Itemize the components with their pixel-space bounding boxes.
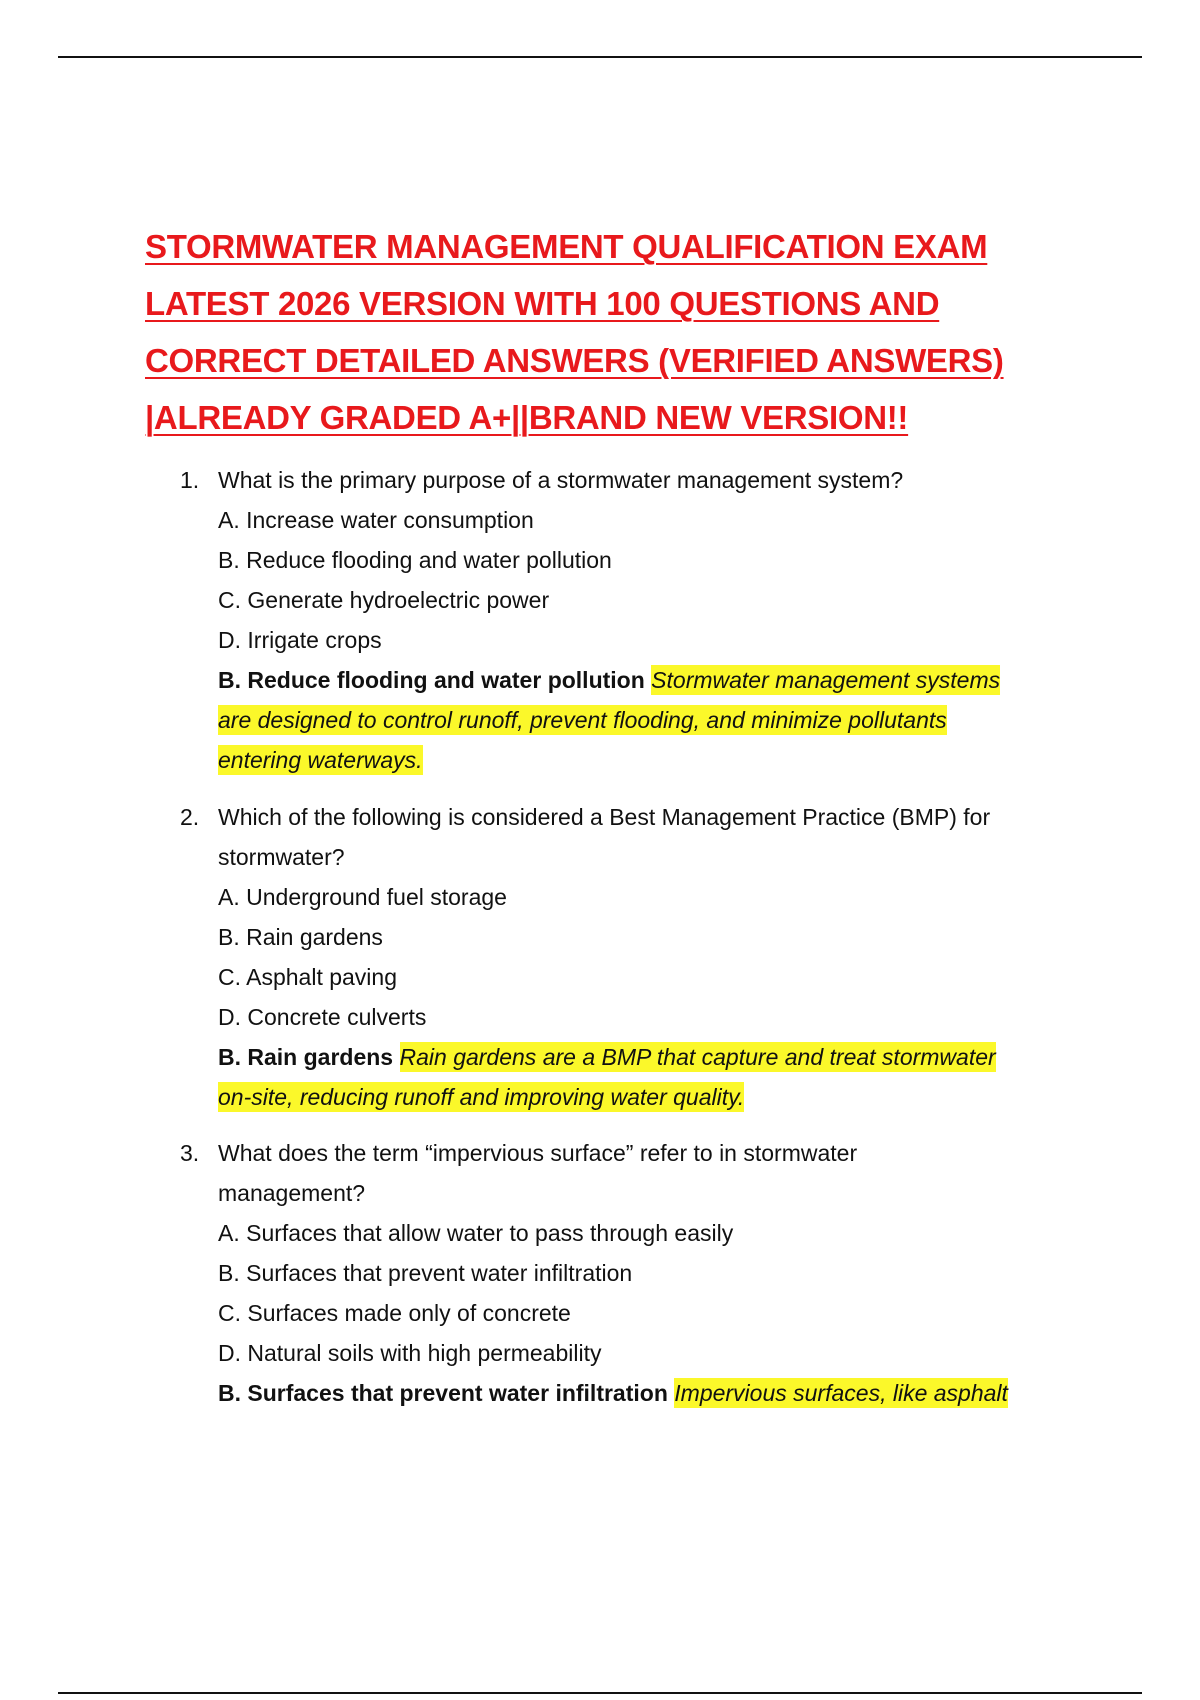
answer-row (180, 660, 1100, 700)
option-a: A. Increase water consumption (218, 507, 534, 533)
question-text-row (180, 1133, 1100, 1173)
option-row (180, 620, 1100, 660)
option-row (180, 500, 1100, 540)
title-line: STORMWATER MANAGEMENT QUALIFICATION EXAM (145, 228, 988, 265)
option-c: C. Surfaces made only of concrete (218, 1300, 571, 1326)
option-c: C. Generate hydroelectric power (218, 587, 550, 613)
answer-row (180, 1037, 1100, 1077)
title-line: |ALREADY GRADED A+||BRAND NEW VERSION!! (145, 399, 909, 436)
correct-answer: B. Surfaces that prevent water infiltration (218, 1380, 668, 1406)
explanation-row (180, 700, 1100, 740)
document-title (145, 218, 1085, 446)
title-line: LATEST 2026 VERSION WITH 100 QUESTIONS AND (145, 285, 940, 322)
explanation-text: Rain gardens are a BMP that capture and treat stormwater (399, 1044, 996, 1070)
option-d: D. Concrete culverts (218, 1004, 427, 1030)
option-b: B. Surfaces that prevent water infiltration (218, 1260, 633, 1286)
option-c: C. Asphalt paving (218, 964, 398, 990)
explanation-row (180, 1077, 1100, 1117)
explanation-text: are designed to control runoff, prevent flooding, and minimize pollutants (218, 707, 947, 733)
option-row (180, 1253, 1100, 1293)
question-text-row (180, 460, 1100, 500)
question-1 (180, 460, 1100, 780)
explanation-row (180, 740, 1100, 780)
top-rule (58, 56, 1142, 58)
option-d: D. Irrigate crops (218, 627, 382, 653)
option-row (180, 997, 1100, 1037)
option-a: A. Surfaces that allow water to pass through easily (218, 1220, 734, 1246)
option-row (180, 917, 1100, 957)
question-text: management? (218, 1180, 366, 1206)
option-row (180, 957, 1100, 997)
question-text: What does the term “impervious surface” refer to in stormwater (218, 1140, 858, 1166)
question-3 (180, 1133, 1100, 1413)
option-row (180, 1293, 1100, 1333)
question-number: 2. (180, 804, 200, 830)
correct-answer: B. Reduce flooding and water pollution (218, 667, 645, 693)
option-row (180, 580, 1100, 620)
option-row (180, 877, 1100, 917)
question-text-row (180, 1173, 1100, 1213)
option-row (180, 1213, 1100, 1253)
option-d: D. Natural soils with high permeability (218, 1340, 602, 1366)
explanation-text: Impervious surfaces, like asphalt (674, 1380, 1008, 1406)
explanation-text: on-site, reducing runoff and improving water quality. (218, 1084, 745, 1110)
correct-answer: B. Rain gardens (218, 1044, 394, 1070)
question-text-row (180, 837, 1100, 877)
option-b: B. Rain gardens (218, 924, 383, 950)
answer-row (180, 1373, 1100, 1413)
question-number: 1. (180, 467, 200, 493)
option-row (180, 1333, 1100, 1373)
question-text: What is the primary purpose of a stormwater management system? (218, 467, 904, 493)
explanation-text: Stormwater management systems (651, 667, 1001, 693)
option-a: A. Underground fuel storage (218, 884, 507, 910)
question-2 (180, 797, 1100, 1117)
question-number: 3. (180, 1140, 200, 1166)
title-line: CORRECT DETAILED ANSWERS (VERIFIED ANSWERS) (145, 342, 1004, 379)
option-row (180, 540, 1100, 580)
bottom-rule (58, 1692, 1142, 1694)
explanation-text: entering waterways. (218, 747, 423, 773)
question-text-row (180, 797, 1100, 837)
question-text: stormwater? (218, 844, 345, 870)
option-b: B. Reduce flooding and water pollution (218, 547, 612, 573)
question-text: Which of the following is considered a Best Management Practice (BMP) for (218, 804, 991, 830)
